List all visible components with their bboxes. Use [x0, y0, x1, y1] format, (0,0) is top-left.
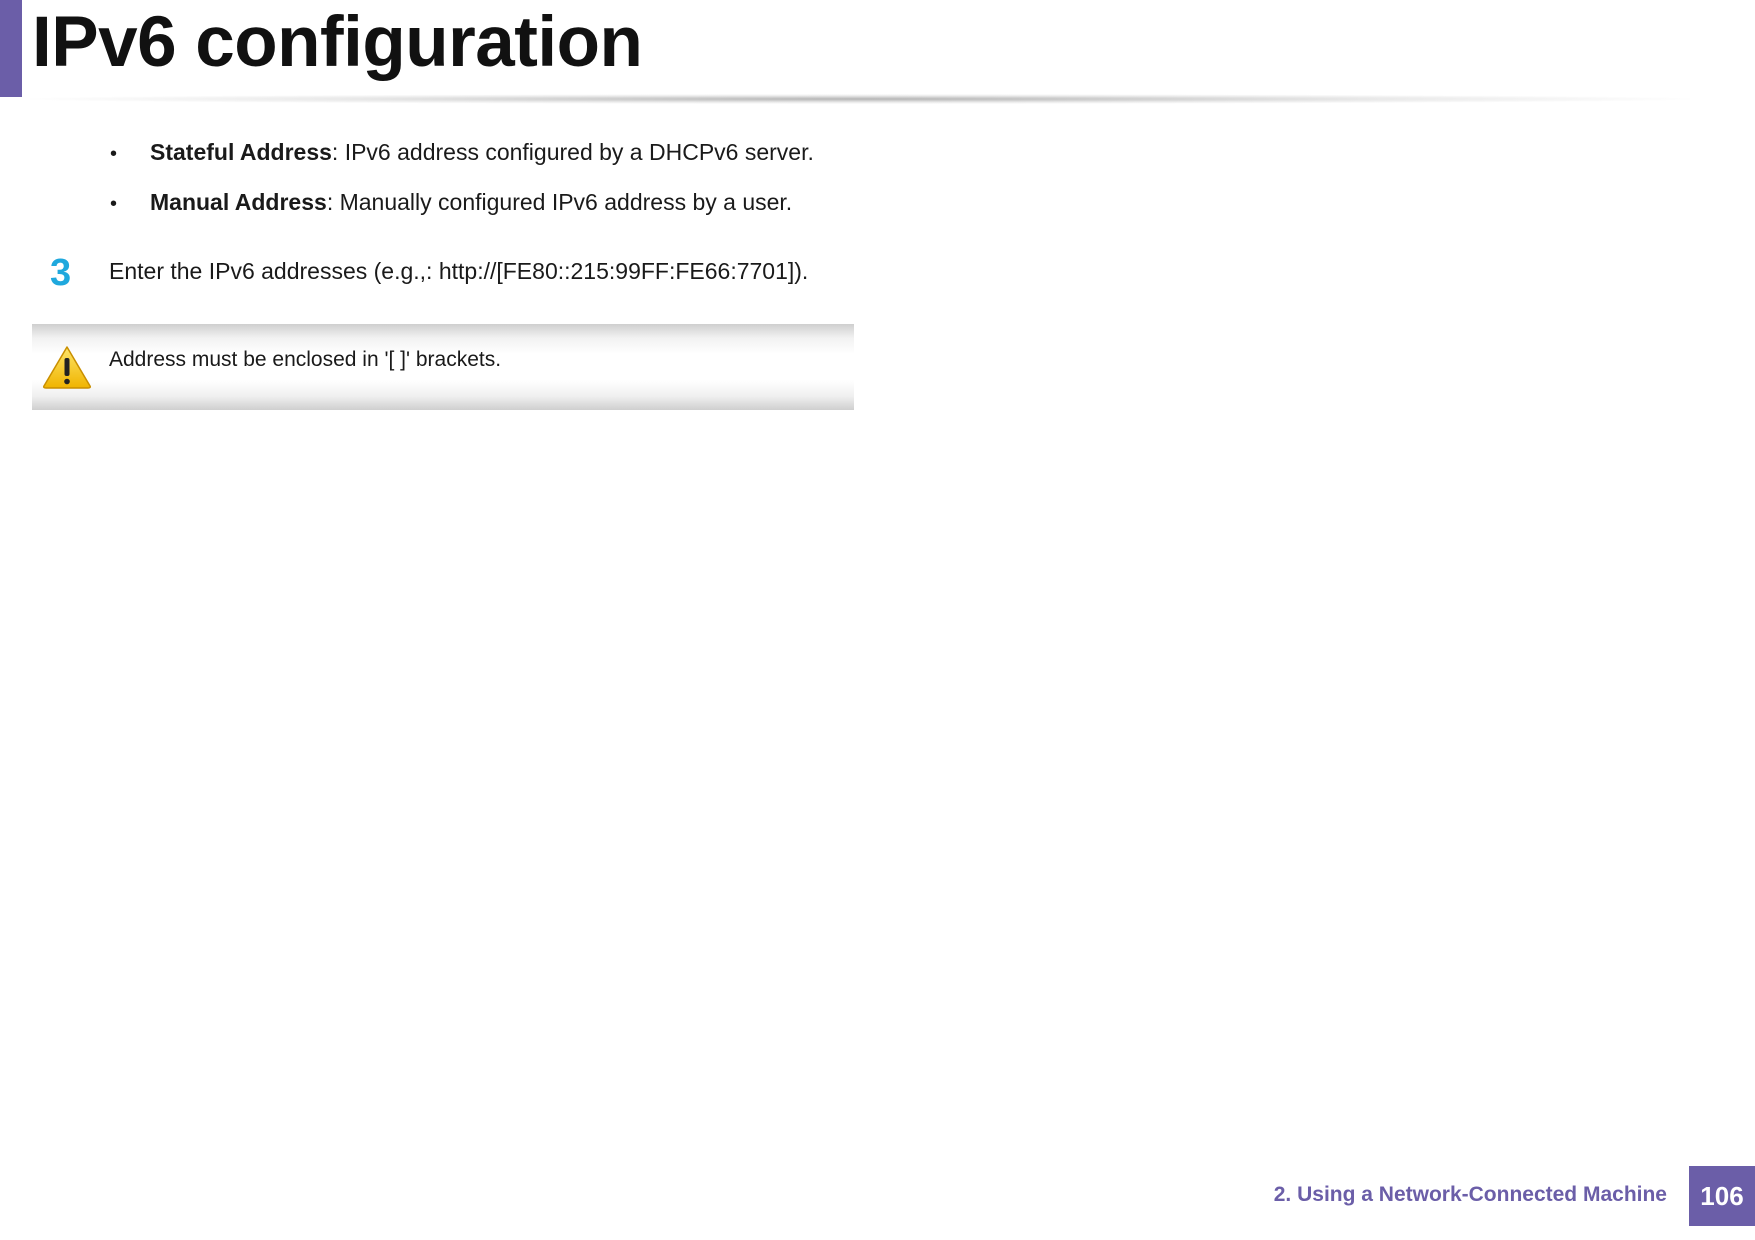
bullet-marker: •: [110, 143, 118, 165]
note-text: Address must be enclosed in '[ ]' brackets.: [109, 348, 502, 371]
step-text: Enter the IPv6 addresses (e.g.,: http://[FE80::215:99FF:FE66:7701]).: [109, 258, 809, 284]
list-item: [110, 189, 792, 216]
bullet-description: : IPv6 address configured by a DHCPv6 server.: [331, 139, 814, 165]
bullet-term: Stateful Address: [150, 139, 332, 165]
chapter-label: 2. Using a Network-Connected Machine: [1273, 1183, 1667, 1206]
bullet-description: : Manually configured IPv6 address by a user.: [326, 189, 793, 215]
page-title: IPv6 configuration: [32, 3, 643, 82]
bullet-term: Manual Address: [150, 189, 327, 215]
title-divider: [30, 94, 1690, 104]
list-item: [110, 139, 814, 166]
header-accent-bar: [0, 0, 22, 97]
warning-icon: [42, 345, 92, 389]
bullet-marker: •: [110, 193, 118, 215]
page-number: 106: [1689, 1166, 1755, 1226]
step-number: 3: [50, 252, 72, 294]
